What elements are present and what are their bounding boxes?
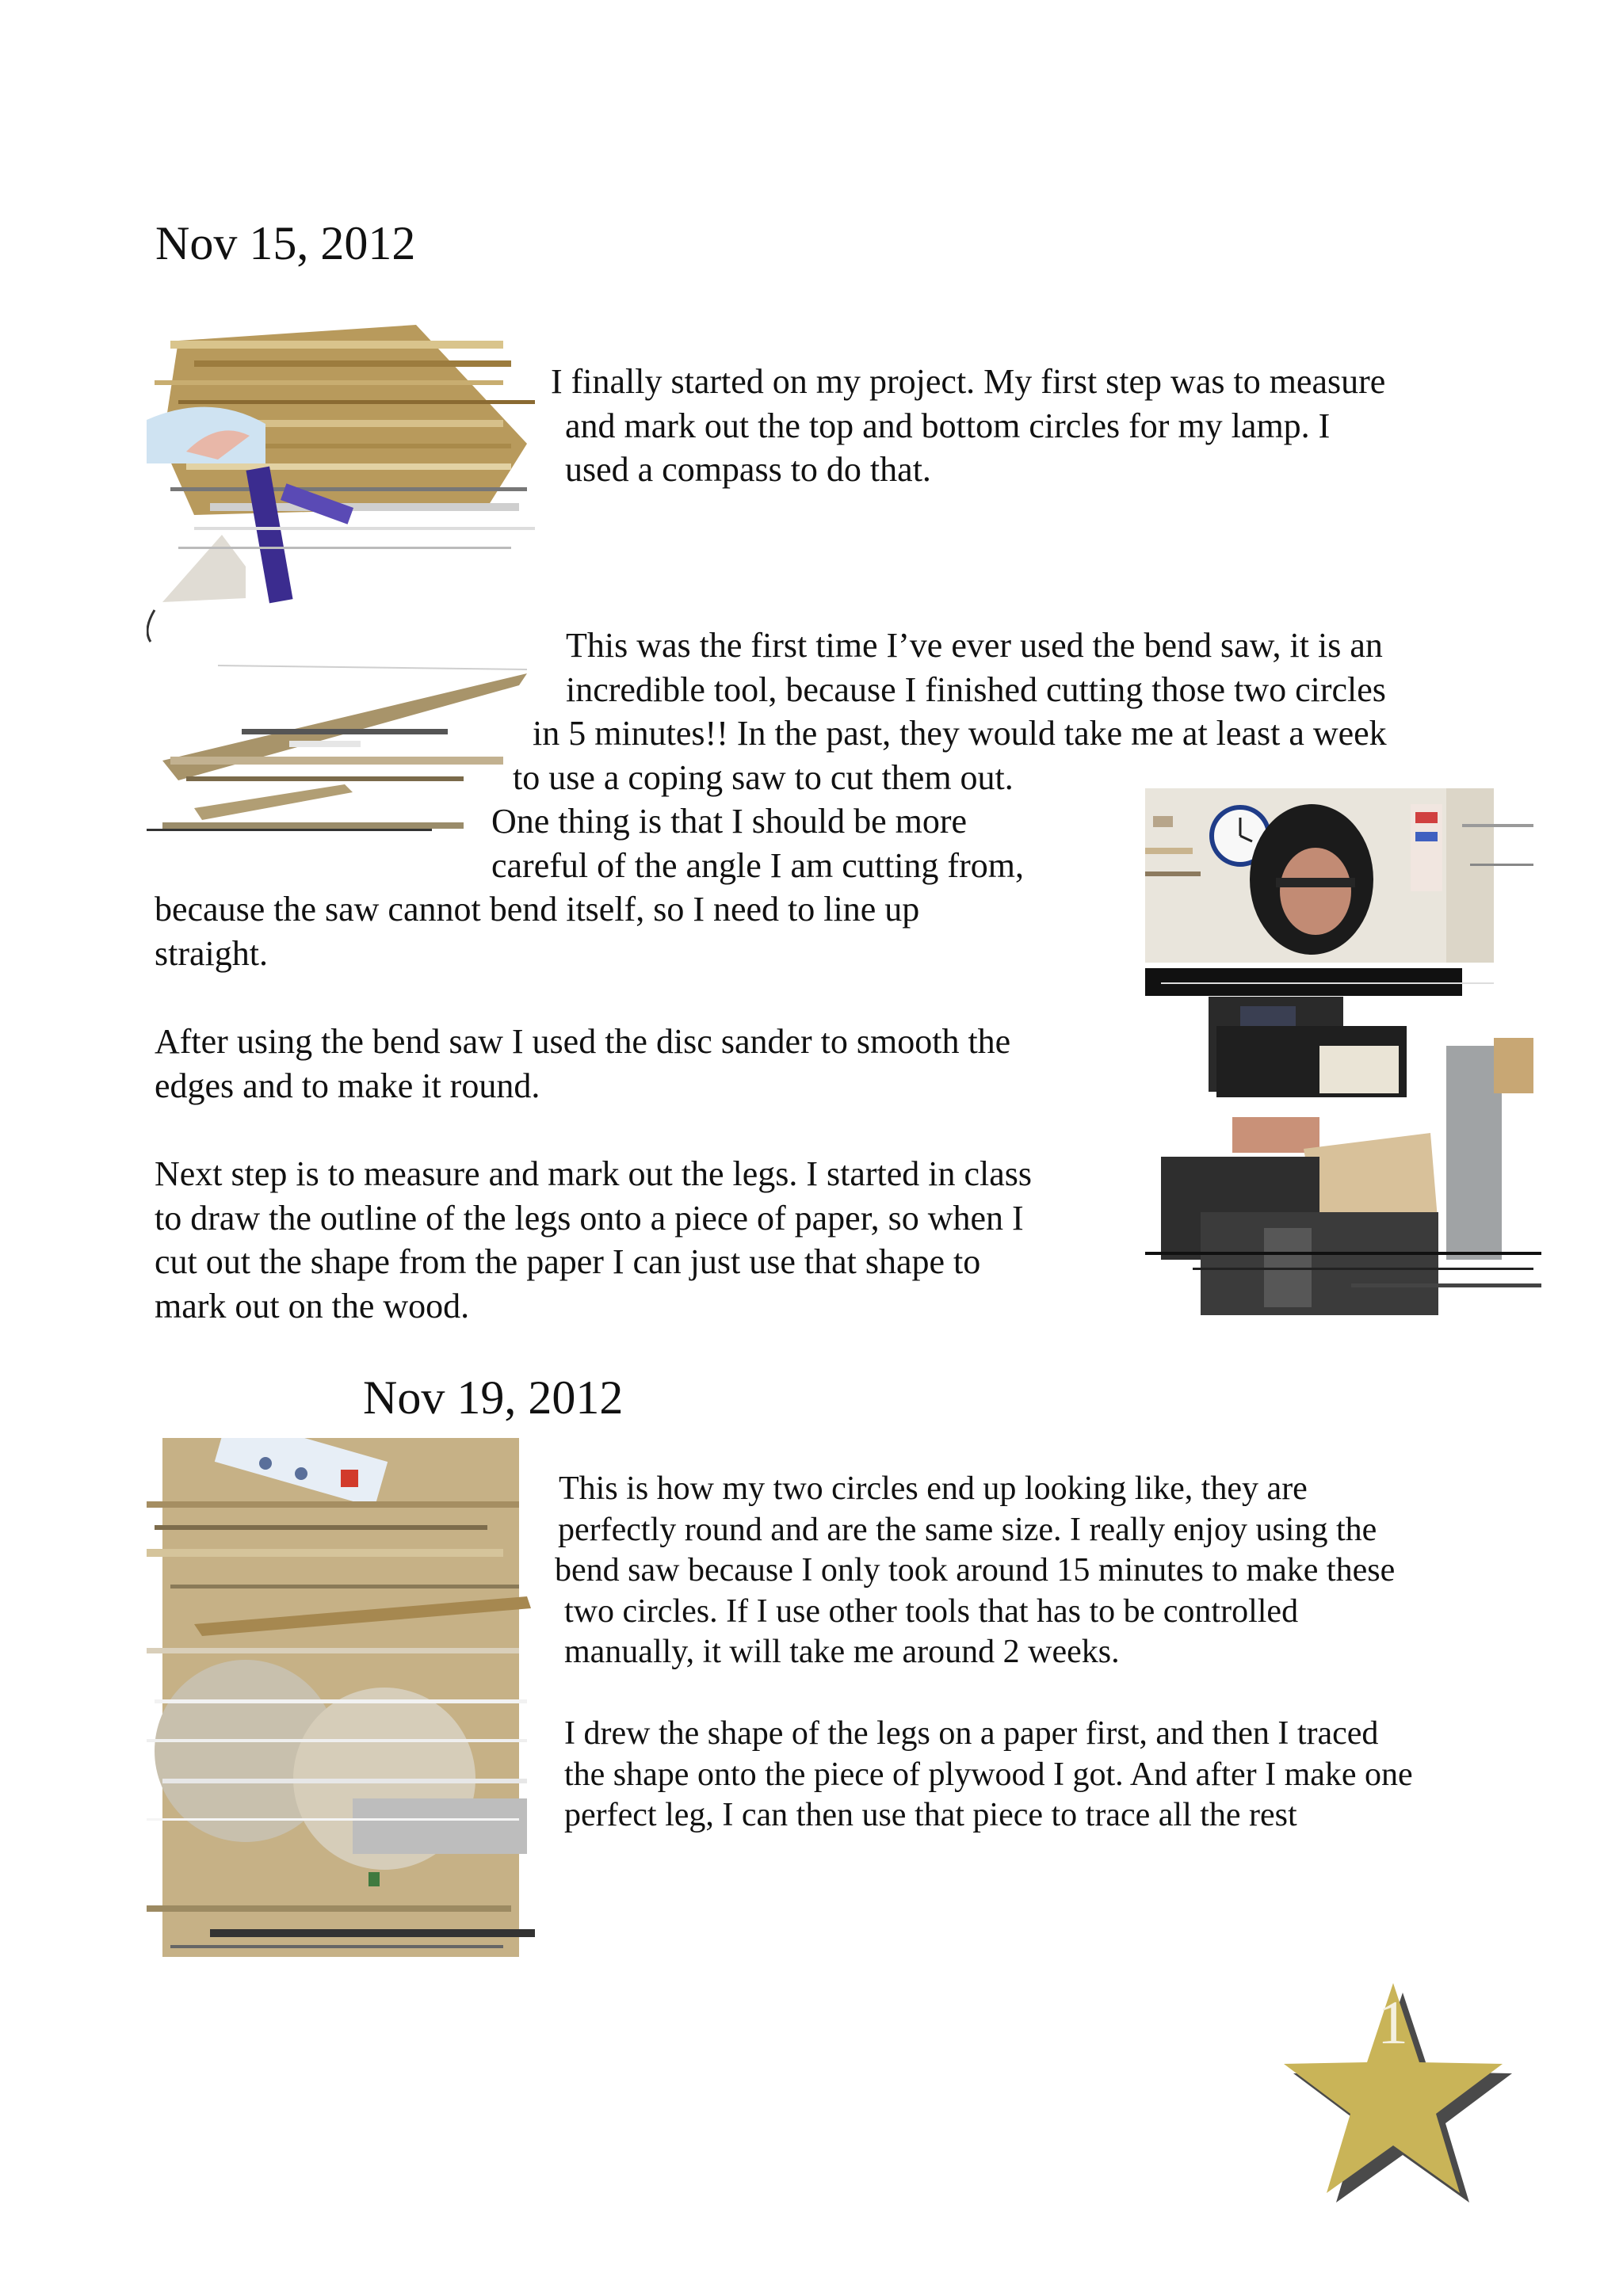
text-line: cut out the shape from the paper I can just use that shape to [155,1242,981,1281]
text-line: and mark out the top and bottom circles for my lamp. I [565,406,1331,445]
entry-2-paragraph-2 [564,1714,1413,1836]
entry-2-paragraph-1 [555,1469,1395,1673]
circles-photo [147,1438,535,1957]
text-line: two circles. If I use other tools that has to be controlled [564,1592,1299,1630]
text-line: This is how my two circles end up looking like, they are [559,1470,1308,1507]
text-line: the shape onto the piece of plywood I got. And after I make one [564,1756,1413,1793]
text-line: to draw the outline of the legs onto a piece of paper, so when I [155,1198,1024,1238]
text-line: I finally started on my project. My first step was to measure [551,362,1386,401]
text-line: in 5 minutes!! In the past, they would take me at least a week [533,714,1387,753]
band-saw-photo [1145,784,1541,1315]
page-number: 1 [1377,1988,1408,2057]
text-line: This was the first time I’ve ever used the bend saw, it is an [566,626,1383,665]
text-line: incredible tool, because I finished cutting those two circles [566,669,1386,709]
text-line: I drew the shape of the legs on a paper first, and then I traced [564,1715,1379,1752]
text-line: careful of the angle I am cutting from, [491,845,1024,885]
entry-date: Nov 15, 2012 [155,217,416,269]
entry-1-paragraph-3 [155,1020,1010,1108]
text-line: bend saw because I only took around 15 minutes to make these [555,1552,1396,1589]
page-number-star [1276,1969,1514,2206]
text-line: straight. [155,933,268,973]
text-line: After using the bend saw I used the disc sander to smooth the [155,1022,1011,1061]
text-line: One thing is that I should be more [491,802,968,841]
text-line: perfect leg, I can then use that piece to trace all the rest [564,1797,1297,1833]
text-line: edges and to make it round. [155,1066,540,1105]
text-line: manually, it will take me around 2 weeks. [564,1634,1120,1670]
text-line: perfectly round and are the same size. I really enjoy using the [558,1511,1377,1548]
entry-1-paragraph-1 [551,360,1385,492]
text-line: to use a coping saw to cut them out. [513,757,1014,797]
entry-1-paragraph-4 [155,1152,1032,1328]
entry-date: Nov 19, 2012 [363,1371,624,1424]
text-line: Next step is to measure and mark out the legs. I started in class [155,1154,1033,1193]
text-line: mark out on the wood. [155,1286,470,1325]
text-line: used a compass to do that. [565,450,931,489]
compass-photo [147,325,535,650]
text-line: because the saw cannot bend itself, so I need to line up [155,890,920,929]
